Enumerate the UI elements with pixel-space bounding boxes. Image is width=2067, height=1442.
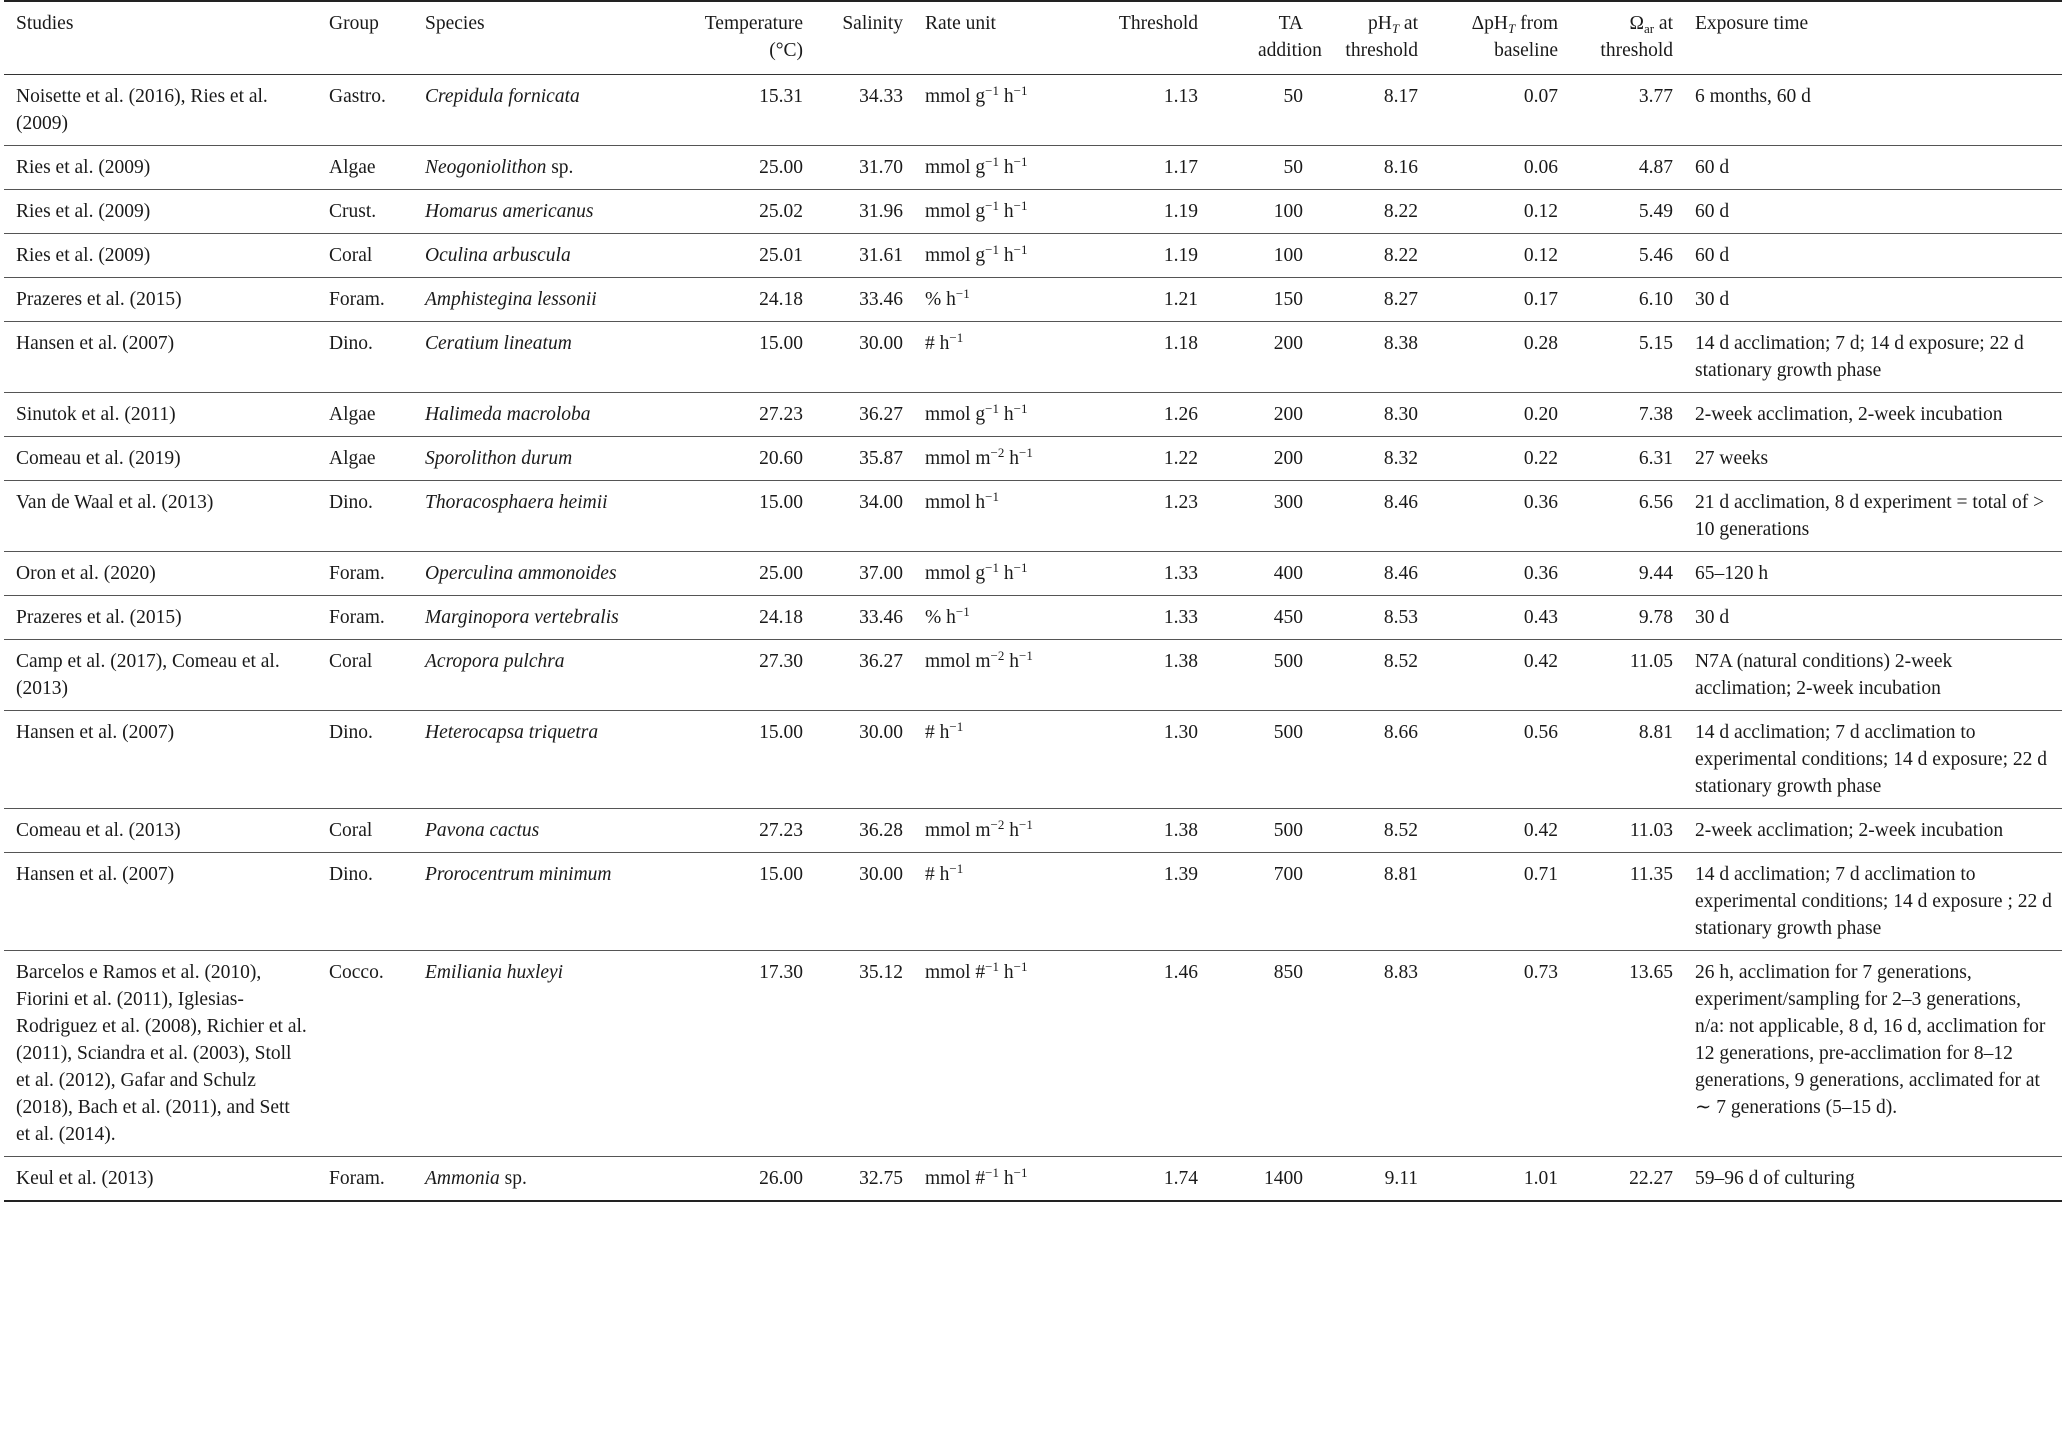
cell-rate-unit: # $h^{-1}$ xyxy=(925,330,964,354)
cell-delta-ph: 0.36 xyxy=(1523,563,1558,584)
cell-threshold: 1.38 xyxy=(1163,820,1198,841)
cell-salinity: 37.00 xyxy=(859,563,903,584)
cell-ph-at-threshold: 8.38 xyxy=(1383,333,1418,354)
cell-exposure-time: 60 d xyxy=(1695,157,1730,178)
cell-ta-addition: 400 xyxy=(1273,563,1303,584)
species-suffix: sp. xyxy=(546,157,574,178)
cell-ta-addition: 500 xyxy=(1273,820,1303,841)
species-name: Oculina arbuscula xyxy=(425,245,571,266)
cell-delta-ph: 0.12 xyxy=(1523,201,1558,222)
cell-salinity: 32.75 xyxy=(859,1168,903,1189)
cell-species xyxy=(413,278,641,322)
cell-delta-ph: 0.73 xyxy=(1523,962,1558,983)
cell-ta-addition: 1400 xyxy=(1264,1168,1303,1189)
cell-species xyxy=(413,234,641,278)
species-name: Marginopora vertebralis xyxy=(425,607,619,628)
cell-omega: 11.05 xyxy=(1629,651,1673,672)
cell-delta-ph: 0.71 xyxy=(1523,864,1558,885)
cell-ph-at-threshold: 8.22 xyxy=(1383,245,1418,266)
cell-species xyxy=(413,146,641,190)
species-name: Homarus americanus xyxy=(425,201,594,222)
cell-ph-at-threshold: 8.46 xyxy=(1383,492,1418,513)
cell-studies: Prazeres et al. (2015) xyxy=(16,607,182,628)
cell-salinity: 30.00 xyxy=(859,864,903,885)
table-row xyxy=(4,853,2062,951)
cell-group: Dino. xyxy=(329,492,373,513)
cell-exposure-time: 65–120 h xyxy=(1695,563,1769,584)
cell-omega: 4.87 xyxy=(1638,157,1673,178)
species-name: Ammonia xyxy=(425,1168,500,1189)
cell-group: Algae xyxy=(329,404,376,425)
cell-threshold: 1.46 xyxy=(1163,962,1198,983)
cell-studies: Comeau et al. (2013) xyxy=(16,820,181,841)
cell-temperature: 25.00 xyxy=(759,157,803,178)
cell-threshold: 1.18 xyxy=(1163,333,1198,354)
cell-group: Coral xyxy=(329,651,373,672)
cell-exposure-time: 27 weeks xyxy=(1695,448,1769,469)
table-row xyxy=(4,481,2062,552)
cell-threshold: 1.33 xyxy=(1163,607,1198,628)
header-threshold: Threshold xyxy=(1118,13,1198,34)
cell-group: Dino. xyxy=(329,864,373,885)
cell-studies: Ries et al. (2009) xyxy=(16,201,151,222)
cell-studies: Hansen et al. (2007) xyxy=(16,722,175,743)
cell-delta-ph: 0.28 xyxy=(1523,333,1558,354)
cell-species xyxy=(413,809,641,853)
table-row xyxy=(4,552,2062,596)
species-name: Pavona cactus xyxy=(425,820,540,841)
cell-species xyxy=(413,1157,641,1202)
table-row xyxy=(4,809,2062,853)
cell-ta-addition: 850 xyxy=(1273,962,1303,983)
cell-species xyxy=(413,951,641,1157)
table-row xyxy=(4,951,2062,1157)
header-ph-at-threshold: $pH_T$ at threshold xyxy=(1345,13,1418,61)
header-temperature: Temperature (°C) xyxy=(704,13,803,61)
table-container xyxy=(4,0,2062,1202)
cell-salinity: 31.61 xyxy=(859,245,903,266)
cell-delta-ph: 0.43 xyxy=(1523,607,1558,628)
header-exposure-time: Exposure time xyxy=(1695,13,1809,34)
cell-rate-unit: mmol $g^{-1}$ $h^{-1}$ xyxy=(925,154,1028,178)
table-row xyxy=(4,596,2062,640)
cell-studies: Oron et al. (2020) xyxy=(16,563,156,584)
cell-omega: 6.31 xyxy=(1638,448,1673,469)
cell-exposure-time: 6 months, 60 d xyxy=(1695,86,1811,107)
table-row xyxy=(4,234,2062,278)
cell-omega: 9.78 xyxy=(1638,607,1673,628)
species-name: Neogoniolithon xyxy=(425,157,547,178)
cell-temperature: 26.00 xyxy=(759,1168,803,1189)
header-salinity: Salinity xyxy=(842,13,903,34)
cell-rate-unit: mmol #$^{-1}$ $h^{-1}$ xyxy=(925,1165,1028,1189)
cell-group: Cocco. xyxy=(329,962,384,983)
cell-studies: Hansen et al. (2007) xyxy=(16,333,175,354)
cell-temperature: 27.30 xyxy=(759,651,803,672)
species-name: Operculina ammonoides xyxy=(425,563,617,584)
cell-delta-ph: 0.20 xyxy=(1523,404,1558,425)
cell-ta-addition: 200 xyxy=(1273,404,1303,425)
cell-group: Foram. xyxy=(329,1168,385,1189)
cell-rate-unit: # $h^{-1}$ xyxy=(925,719,964,743)
cell-species xyxy=(413,640,641,711)
cell-salinity: 36.27 xyxy=(859,404,903,425)
cell-salinity: 31.96 xyxy=(859,201,903,222)
cell-group: Crust. xyxy=(329,201,377,222)
cell-delta-ph: 0.36 xyxy=(1523,492,1558,513)
cell-species xyxy=(413,481,641,552)
species-name: Ceratium lineatum xyxy=(425,333,572,354)
cell-exposure-time: 14 d acclimation; 7 d acclimation to experimental conditions; 14 d exposure; 22 d stationary growth phase xyxy=(1695,722,2048,797)
cell-omega: 22.27 xyxy=(1629,1168,1673,1189)
cell-ph-at-threshold: 8.52 xyxy=(1383,651,1418,672)
cell-ph-at-threshold: 8.66 xyxy=(1383,722,1418,743)
cell-exposure-time: 2-week acclimation, 2-week incubation xyxy=(1695,404,2003,425)
cell-ta-addition: 300 xyxy=(1273,492,1303,513)
cell-species xyxy=(413,853,641,951)
cell-temperature: 24.18 xyxy=(759,289,803,310)
cell-salinity: 35.87 xyxy=(859,448,903,469)
cell-species xyxy=(413,552,641,596)
cell-ph-at-threshold: 8.46 xyxy=(1383,563,1418,584)
cell-threshold: 1.74 xyxy=(1163,1168,1198,1189)
cell-ph-at-threshold: 8.22 xyxy=(1383,201,1418,222)
cell-rate-unit: mmol $g^{-1}$ $h^{-1}$ xyxy=(925,83,1028,107)
cell-species xyxy=(413,393,641,437)
table-row xyxy=(4,711,2062,809)
cell-exposure-time: 30 d xyxy=(1695,607,1730,628)
cell-temperature: 15.00 xyxy=(759,864,803,885)
cell-temperature: 25.02 xyxy=(759,201,803,222)
cell-temperature: 24.18 xyxy=(759,607,803,628)
cell-group: Dino. xyxy=(329,722,373,743)
cell-temperature: 25.00 xyxy=(759,563,803,584)
species-name: Crepidula fornicata xyxy=(425,86,580,107)
table-row xyxy=(4,393,2062,437)
cell-ta-addition: 100 xyxy=(1273,245,1303,266)
cell-species xyxy=(413,75,641,146)
cell-temperature: 15.00 xyxy=(759,333,803,354)
table-row xyxy=(4,322,2062,393)
cell-threshold: 1.23 xyxy=(1163,492,1198,513)
cell-rate-unit: mmol $h^{-1}$ xyxy=(925,489,999,513)
cell-delta-ph: 0.42 xyxy=(1523,820,1558,841)
cell-temperature: 27.23 xyxy=(759,404,803,425)
cell-group: Dino. xyxy=(329,333,373,354)
cell-studies: Hansen et al. (2007) xyxy=(16,864,175,885)
cell-exposure-time: 26 h, acclimation for 7 generations, experiment/sampling for 2–3 generations, n/a: not applicable, 8 d, 16 d, acclimation for 12 generations, pre-acclimation for 8–12 generations, 9 generations, acclimated for at ∼ 7 generations (5–15 d). xyxy=(1695,962,2046,1118)
cell-salinity: 33.46 xyxy=(859,607,903,628)
cell-temperature: 20.60 xyxy=(759,448,803,469)
cell-exposure-time: N7A (natural conditions) 2-week acclimation; 2-week incubation xyxy=(1695,651,1953,699)
cell-threshold: 1.22 xyxy=(1163,448,1198,469)
cell-delta-ph: 0.06 xyxy=(1523,157,1558,178)
cell-rate-unit: mmol $g^{-1}$ $h^{-1}$ xyxy=(925,242,1028,266)
cell-ph-at-threshold: 8.27 xyxy=(1383,289,1418,310)
cell-exposure-time: 14 d acclimation; 7 d; 14 d exposure; 22 d stationary growth phase xyxy=(1695,333,2024,381)
cell-studies: Comeau et al. (2019) xyxy=(16,448,181,469)
cell-omega: 5.49 xyxy=(1638,201,1673,222)
cell-studies: Barcelos e Ramos et al. (2010), Fiorini et al. (2011), Iglesias-Rodriguez et al. (2008), Richier et al. (2011), Sciandra et al. (2003), Stoll et al. (2012), Gafar and Schulz (2018), Bach et al. (2011), and Sett et al. (2014). xyxy=(16,962,307,1145)
cell-group: Foram. xyxy=(329,607,385,628)
table-row xyxy=(4,278,2062,322)
cell-ta-addition: 50 xyxy=(1283,157,1303,178)
cell-threshold: 1.21 xyxy=(1163,289,1198,310)
cell-salinity: 31.70 xyxy=(859,157,903,178)
cell-ph-at-threshold: 8.83 xyxy=(1383,962,1418,983)
species-name: Thoracosphaera heimii xyxy=(425,492,608,513)
cell-omega: 5.46 xyxy=(1638,245,1673,266)
header-omega: $\Omega_{ar}$ at threshold xyxy=(1600,13,1673,61)
cell-studies: Keul et al. (2013) xyxy=(16,1168,154,1189)
table-row xyxy=(4,146,2062,190)
table-body xyxy=(4,75,2062,1202)
cell-delta-ph: 0.56 xyxy=(1523,722,1558,743)
species-name: Sporolithon durum xyxy=(425,448,573,469)
cell-salinity: 36.27 xyxy=(859,651,903,672)
cell-rate-unit: mmol $m^{-2}$ $h^{-1}$ xyxy=(925,817,1033,841)
cell-omega: 5.15 xyxy=(1638,333,1673,354)
cell-species xyxy=(413,596,641,640)
cell-omega: 7.38 xyxy=(1638,404,1673,425)
cell-omega: 3.77 xyxy=(1638,86,1673,107)
cell-ph-at-threshold: 8.30 xyxy=(1383,404,1418,425)
cell-delta-ph: 0.12 xyxy=(1523,245,1558,266)
species-name: Amphistegina lessonii xyxy=(425,289,597,310)
cell-rate-unit: # $h^{-1}$ xyxy=(925,861,964,885)
cell-threshold: 1.13 xyxy=(1163,86,1198,107)
table-row xyxy=(4,1157,2062,1202)
header-delta-ph: ΔpH$_T$ from baseline xyxy=(1471,13,1558,61)
header-species: Species xyxy=(425,13,485,34)
header-ta-addition: TA addition xyxy=(1258,13,1322,61)
cell-species xyxy=(413,437,641,481)
cell-omega: 13.65 xyxy=(1629,962,1673,983)
cell-ta-addition: 200 xyxy=(1273,333,1303,354)
cell-ta-addition: 700 xyxy=(1273,864,1303,885)
cell-studies: Ries et al. (2009) xyxy=(16,157,151,178)
cell-species xyxy=(413,322,641,393)
cell-rate-unit: mmol $g^{-1}$ $h^{-1}$ xyxy=(925,198,1028,222)
cell-exposure-time: 30 d xyxy=(1695,289,1730,310)
cell-ta-addition: 100 xyxy=(1273,201,1303,222)
cell-threshold: 1.19 xyxy=(1163,245,1198,266)
cell-group: Coral xyxy=(329,820,373,841)
cell-temperature: 15.00 xyxy=(759,722,803,743)
cell-salinity: 34.33 xyxy=(859,86,903,107)
species-name: Acropora pulchra xyxy=(425,651,565,672)
cell-ph-at-threshold: 8.17 xyxy=(1383,86,1418,107)
cell-rate-unit: mmol #$^{-1}$ $h^{-1}$ xyxy=(925,959,1028,983)
cell-threshold: 1.17 xyxy=(1163,157,1198,178)
cell-studies: Van de Waal et al. (2013) xyxy=(16,492,214,513)
table-row xyxy=(4,190,2062,234)
cell-temperature: 27.23 xyxy=(759,820,803,841)
cell-species xyxy=(413,711,641,809)
table-row xyxy=(4,437,2062,481)
table-row xyxy=(4,75,2062,146)
cell-salinity: 30.00 xyxy=(859,333,903,354)
cell-salinity: 30.00 xyxy=(859,722,903,743)
cell-ta-addition: 500 xyxy=(1273,651,1303,672)
species-name: Heterocapsa triquetra xyxy=(425,722,599,743)
cell-delta-ph: 1.01 xyxy=(1523,1168,1558,1189)
header-rate-unit: Rate unit xyxy=(925,13,996,34)
cell-threshold: 1.39 xyxy=(1163,864,1198,885)
species-suffix: sp. xyxy=(499,1168,527,1189)
species-name: Emiliania huxleyi xyxy=(425,962,564,983)
cell-threshold: 1.30 xyxy=(1163,722,1198,743)
cell-ph-at-threshold: 8.52 xyxy=(1383,820,1418,841)
cell-exposure-time: 60 d xyxy=(1695,201,1730,222)
cell-omega: 8.81 xyxy=(1638,722,1673,743)
cell-ph-at-threshold: 8.81 xyxy=(1383,864,1418,885)
cell-omega: 6.56 xyxy=(1638,492,1673,513)
data-table xyxy=(4,0,2062,1202)
cell-group: Gastro. xyxy=(329,86,386,107)
header-group: Group xyxy=(329,13,379,34)
cell-ta-addition: 450 xyxy=(1273,607,1303,628)
cell-group: Coral xyxy=(329,245,373,266)
cell-salinity: 34.00 xyxy=(859,492,903,513)
header-studies: Studies xyxy=(16,13,74,34)
cell-group: Foram. xyxy=(329,289,385,310)
table-header xyxy=(4,1,2062,75)
cell-studies: Prazeres et al. (2015) xyxy=(16,289,182,310)
cell-omega: 11.35 xyxy=(1629,864,1673,885)
cell-ph-at-threshold: 8.32 xyxy=(1383,448,1418,469)
cell-species xyxy=(413,190,641,234)
cell-omega: 6.10 xyxy=(1638,289,1673,310)
cell-exposure-time: 60 d xyxy=(1695,245,1730,266)
cell-rate-unit: % $h^{-1}$ xyxy=(925,286,970,310)
cell-studies: Noisette et al. (2016), Ries et al. (2009) xyxy=(16,86,268,134)
cell-ph-at-threshold: 9.11 xyxy=(1384,1168,1418,1189)
cell-omega: 11.03 xyxy=(1629,820,1673,841)
cell-temperature: 15.31 xyxy=(759,86,803,107)
cell-delta-ph: 0.42 xyxy=(1523,651,1558,672)
cell-omega: 9.44 xyxy=(1638,563,1673,584)
cell-ph-at-threshold: 8.53 xyxy=(1383,607,1418,628)
cell-salinity: 33.46 xyxy=(859,289,903,310)
cell-threshold: 1.26 xyxy=(1163,404,1198,425)
cell-temperature: 25.01 xyxy=(759,245,803,266)
cell-group: Foram. xyxy=(329,563,385,584)
cell-delta-ph: 0.22 xyxy=(1523,448,1558,469)
table-row xyxy=(4,640,2062,711)
cell-studies: Sinutok et al. (2011) xyxy=(16,404,176,425)
cell-exposure-time: 14 d acclimation; 7 d acclimation to experimental conditions; 14 d exposure ; 22 d stationary growth phase xyxy=(1695,864,2052,939)
cell-threshold: 1.19 xyxy=(1163,201,1198,222)
cell-rate-unit: mmol $g^{-1}$ $h^{-1}$ xyxy=(925,560,1028,584)
cell-exposure-time: 2-week acclimation; 2-week incubation xyxy=(1695,820,2004,841)
cell-exposure-time: 21 d acclimation, 8 d experiment = total of > 10 generations xyxy=(1695,492,2045,540)
cell-threshold: 1.38 xyxy=(1163,651,1198,672)
cell-temperature: 17.30 xyxy=(759,962,803,983)
species-name: Halimeda macroloba xyxy=(425,404,591,425)
cell-ph-at-threshold: 8.16 xyxy=(1383,157,1418,178)
cell-studies: Camp et al. (2017), Comeau et al. (2013) xyxy=(16,651,280,699)
cell-ta-addition: 500 xyxy=(1273,722,1303,743)
cell-temperature: 15.00 xyxy=(759,492,803,513)
species-name: Prorocentrum minimum xyxy=(425,864,612,885)
cell-salinity: 35.12 xyxy=(859,962,903,983)
cell-delta-ph: 0.07 xyxy=(1523,86,1558,107)
header-row xyxy=(4,1,2062,75)
cell-ta-addition: 150 xyxy=(1273,289,1303,310)
cell-studies: Ries et al. (2009) xyxy=(16,245,151,266)
cell-ta-addition: 50 xyxy=(1283,86,1303,107)
cell-rate-unit: mmol $m^{-2}$ $h^{-1}$ xyxy=(925,648,1033,672)
cell-rate-unit: mmol $m^{-2}$ $h^{-1}$ xyxy=(925,445,1033,469)
cell-exposure-time: 59–96 d of culturing xyxy=(1695,1168,1855,1189)
cell-delta-ph: 0.17 xyxy=(1523,289,1558,310)
cell-salinity: 36.28 xyxy=(859,820,903,841)
cell-rate-unit: mmol $g^{-1}$ $h^{-1}$ xyxy=(925,401,1028,425)
cell-rate-unit: % $h^{-1}$ xyxy=(925,604,970,628)
cell-ta-addition: 200 xyxy=(1273,448,1303,469)
cell-group: Algae xyxy=(329,157,376,178)
cell-group: Algae xyxy=(329,448,376,469)
cell-threshold: 1.33 xyxy=(1163,563,1198,584)
